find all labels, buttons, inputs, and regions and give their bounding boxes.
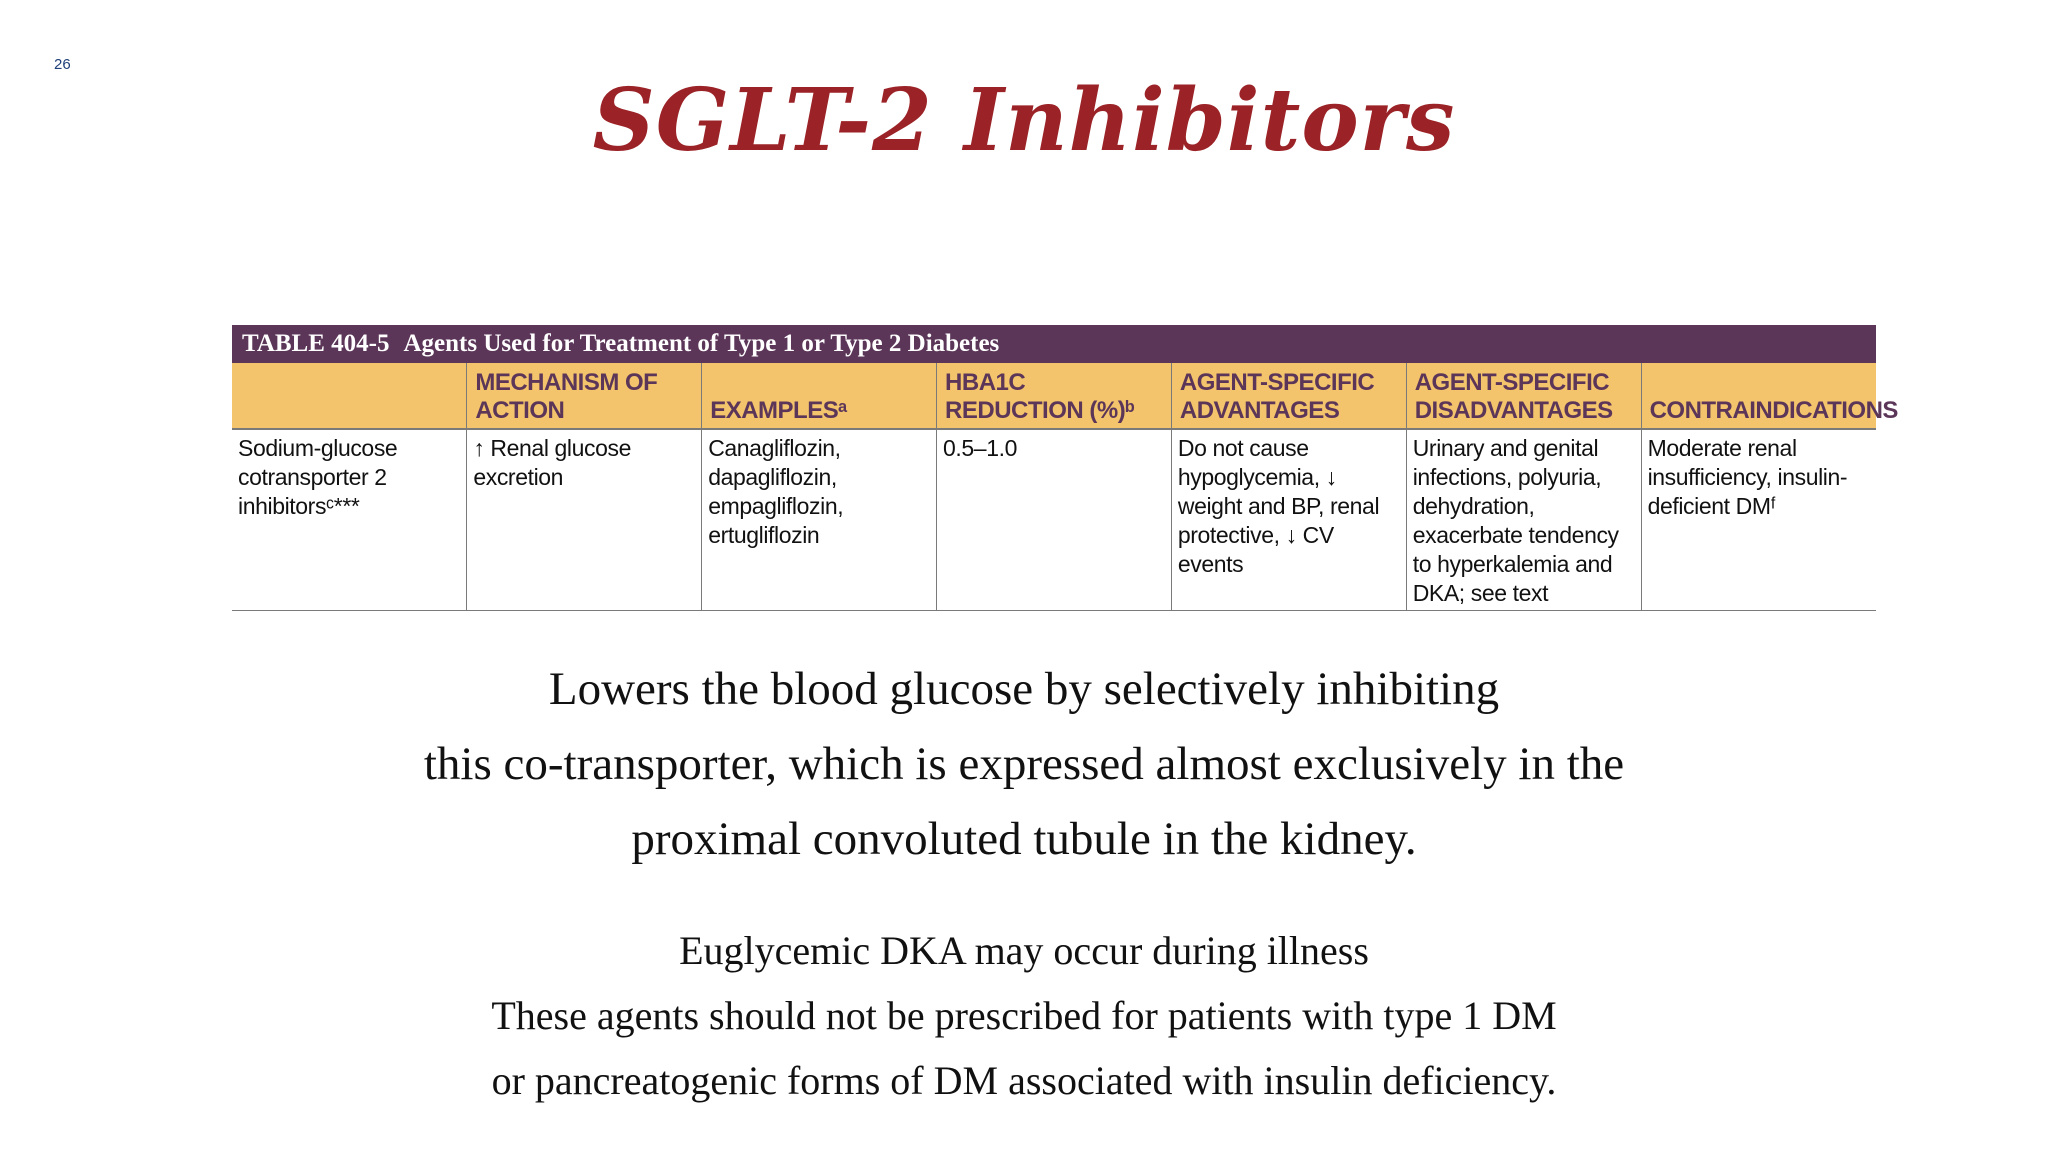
note-line: These agents should not be prescribed for patients with type 1 DM	[491, 993, 1557, 1038]
cell-disadvantages: Urinary and genital infections, polyuria, dehydration, exacerbate tendency to hyperkalemia and DKA; see text	[1406, 429, 1641, 611]
cell-mechanism: ↑ Renal glucose excretion	[467, 429, 702, 611]
table-header-row	[232, 363, 1876, 429]
note-line: or pancreatogenic forms of DM associated with insulin deficiency.	[491, 1058, 1557, 1103]
header-mechanism: MECHANISM OF ACTION	[467, 363, 702, 429]
notes-block	[0, 918, 2048, 1113]
cell-hba1c-reduction: 0.5–1.0	[937, 429, 1172, 611]
cell-examples: Canagliflozin, dapagliflozin, empagliflozin, ertugliflozin	[702, 429, 937, 611]
table-caption-text: Agents Used for Treatment of Type 1 or Type 2 Diabetes	[403, 330, 1000, 357]
slide-title: SGLT-2 Inhibitors	[592, 70, 1456, 171]
header-advantages: AGENT-SPECIFIC ADVANTAGES	[1171, 363, 1406, 429]
table-row	[232, 429, 1876, 611]
note-line: Euglycemic DKA may occur during illness	[679, 928, 1369, 973]
table-caption	[232, 325, 1876, 363]
header-examples: EXAMPLESᵃ	[702, 363, 937, 429]
header-hba1c-reduction: HBA1C REDUCTION (%)ᵇ	[937, 363, 1172, 429]
header-drug-class	[232, 363, 467, 429]
cell-contraindications: Moderate renal insufficiency, insulin-deficient DMᶠ	[1641, 429, 1876, 611]
slide-number: 26	[54, 56, 71, 73]
header-disadvantages: AGENT-SPECIFIC DISADVANTAGES	[1406, 363, 1641, 429]
description-paragraph	[0, 652, 2048, 877]
table-grid	[232, 363, 1898, 611]
description-line: this co-transporter, which is expressed almost exclusively in the	[423, 738, 1625, 790]
description-line: proximal convoluted tubule in the kidney.	[631, 813, 1417, 865]
diabetes-agents-table	[232, 325, 1898, 611]
table-caption-number: TABLE 404-5	[242, 330, 390, 357]
header-contraindications: CONTRAINDICATIONS	[1641, 363, 1876, 429]
cell-advantages: Do not cause hypoglycemia, ↓ weight and BP, renal protective, ↓ CV events	[1171, 429, 1406, 611]
description-line: Lowers the blood glucose by selectively inhibiting	[548, 663, 1500, 715]
cell-drug-class: Sodium-glucose cotransporter 2 inhibitorsᶜ***	[232, 429, 467, 611]
